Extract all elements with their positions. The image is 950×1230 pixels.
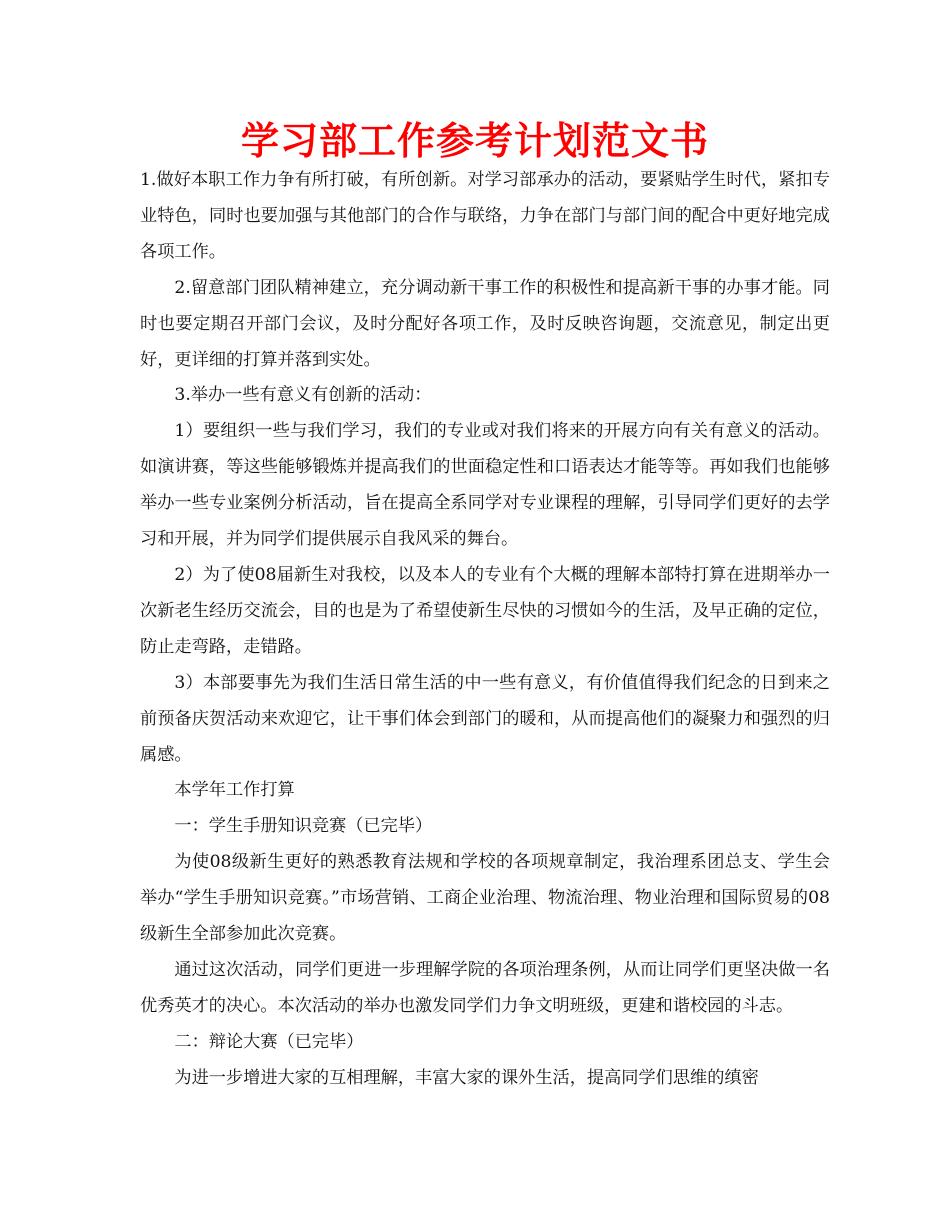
document-body bbox=[140, 163, 830, 1097]
paragraph-9: 为进一步增进大家的互相理解，丰富大家的课外生活，提高同学们思维的缜密 bbox=[174, 1067, 759, 1088]
section-heading-1: 一：学生手册知识竞赛（已完毕） bbox=[174, 816, 433, 837]
paragraph-1: 1.做好本职工作力争有所打破，有所创新。对学习部承办的活动，要紧贴学生时代，紧扣专业特色，同时也要加强与其他部门的合作与联络，力争在部门与部门间的配合中更好地完成各项工作。 bbox=[140, 170, 830, 262]
document-title: 学习部工作参考计划范文书 bbox=[240, 119, 709, 163]
paragraph-3: 3.举办一些有意义有创新的活动： bbox=[174, 385, 432, 406]
paragraph-6: 3）本部要事先为我们生活日常生活的中一些有意义，有价值值得我们纪念的日到来之前预备庆贺活动来欢迎它，让干事们体会到部门的暖和，从而提高他们的凝聚力和强烈的归属感。 bbox=[140, 672, 830, 765]
section-heading-2: 二：辩论大赛（已完毕） bbox=[174, 1031, 364, 1052]
paragraph-5: 2）为了使08届新生对我校，以及本人的专业有个大概的理解本部特打算在进期举办一次新老生经历交流会，目的也是为了希望使新生尽快的习惯如今的生活，及早正确的定位，防止走弯路，走错路。 bbox=[140, 564, 830, 657]
paragraph-4: 1）要组织一些与我们学习，我们的专业或对我们将来的开展方向有关有意义的活动。如演讲赛，等这些能够锻炼并提高我们的世面稳定性和口语表达才能等等。再如我们也能够举办一些专业案例分析活动，旨在提高全系同学对专业课程的理解，引导同学们更好的去学习和开展，并为同学们提供展示自我风采的舞台。 bbox=[140, 421, 830, 550]
paragraph-7: 为使08级新生更好的熟悉教育法规和学校的各项规章制定，我治理系团总支、学生会举办“学生手册知识竞赛。”市场营销、工商企业治理、物流治理、物业治理和国际贸易的08级新生全部参加此次竞赛。 bbox=[140, 852, 830, 945]
paragraph-2: 2.留意部门团队精神建立，充分调动新干事工作的积极性和提高新干事的办事才能。同时也要定期召开部门会议，及时分配好各项工作，及时反映咨询题，交流意见，制定出更好，更详细的打算并落到实处。 bbox=[140, 277, 830, 370]
paragraph-8: 通过这次活动，同学们更进一步理解学院的各项治理条例，从而让同学们更坚决做一名优秀英才的决心。本次活动的举办也激发同学们力争文明班级，更建和谐校园的斗志。 bbox=[140, 959, 830, 1016]
section-heading-plan: 本学年工作打算 bbox=[174, 780, 295, 801]
